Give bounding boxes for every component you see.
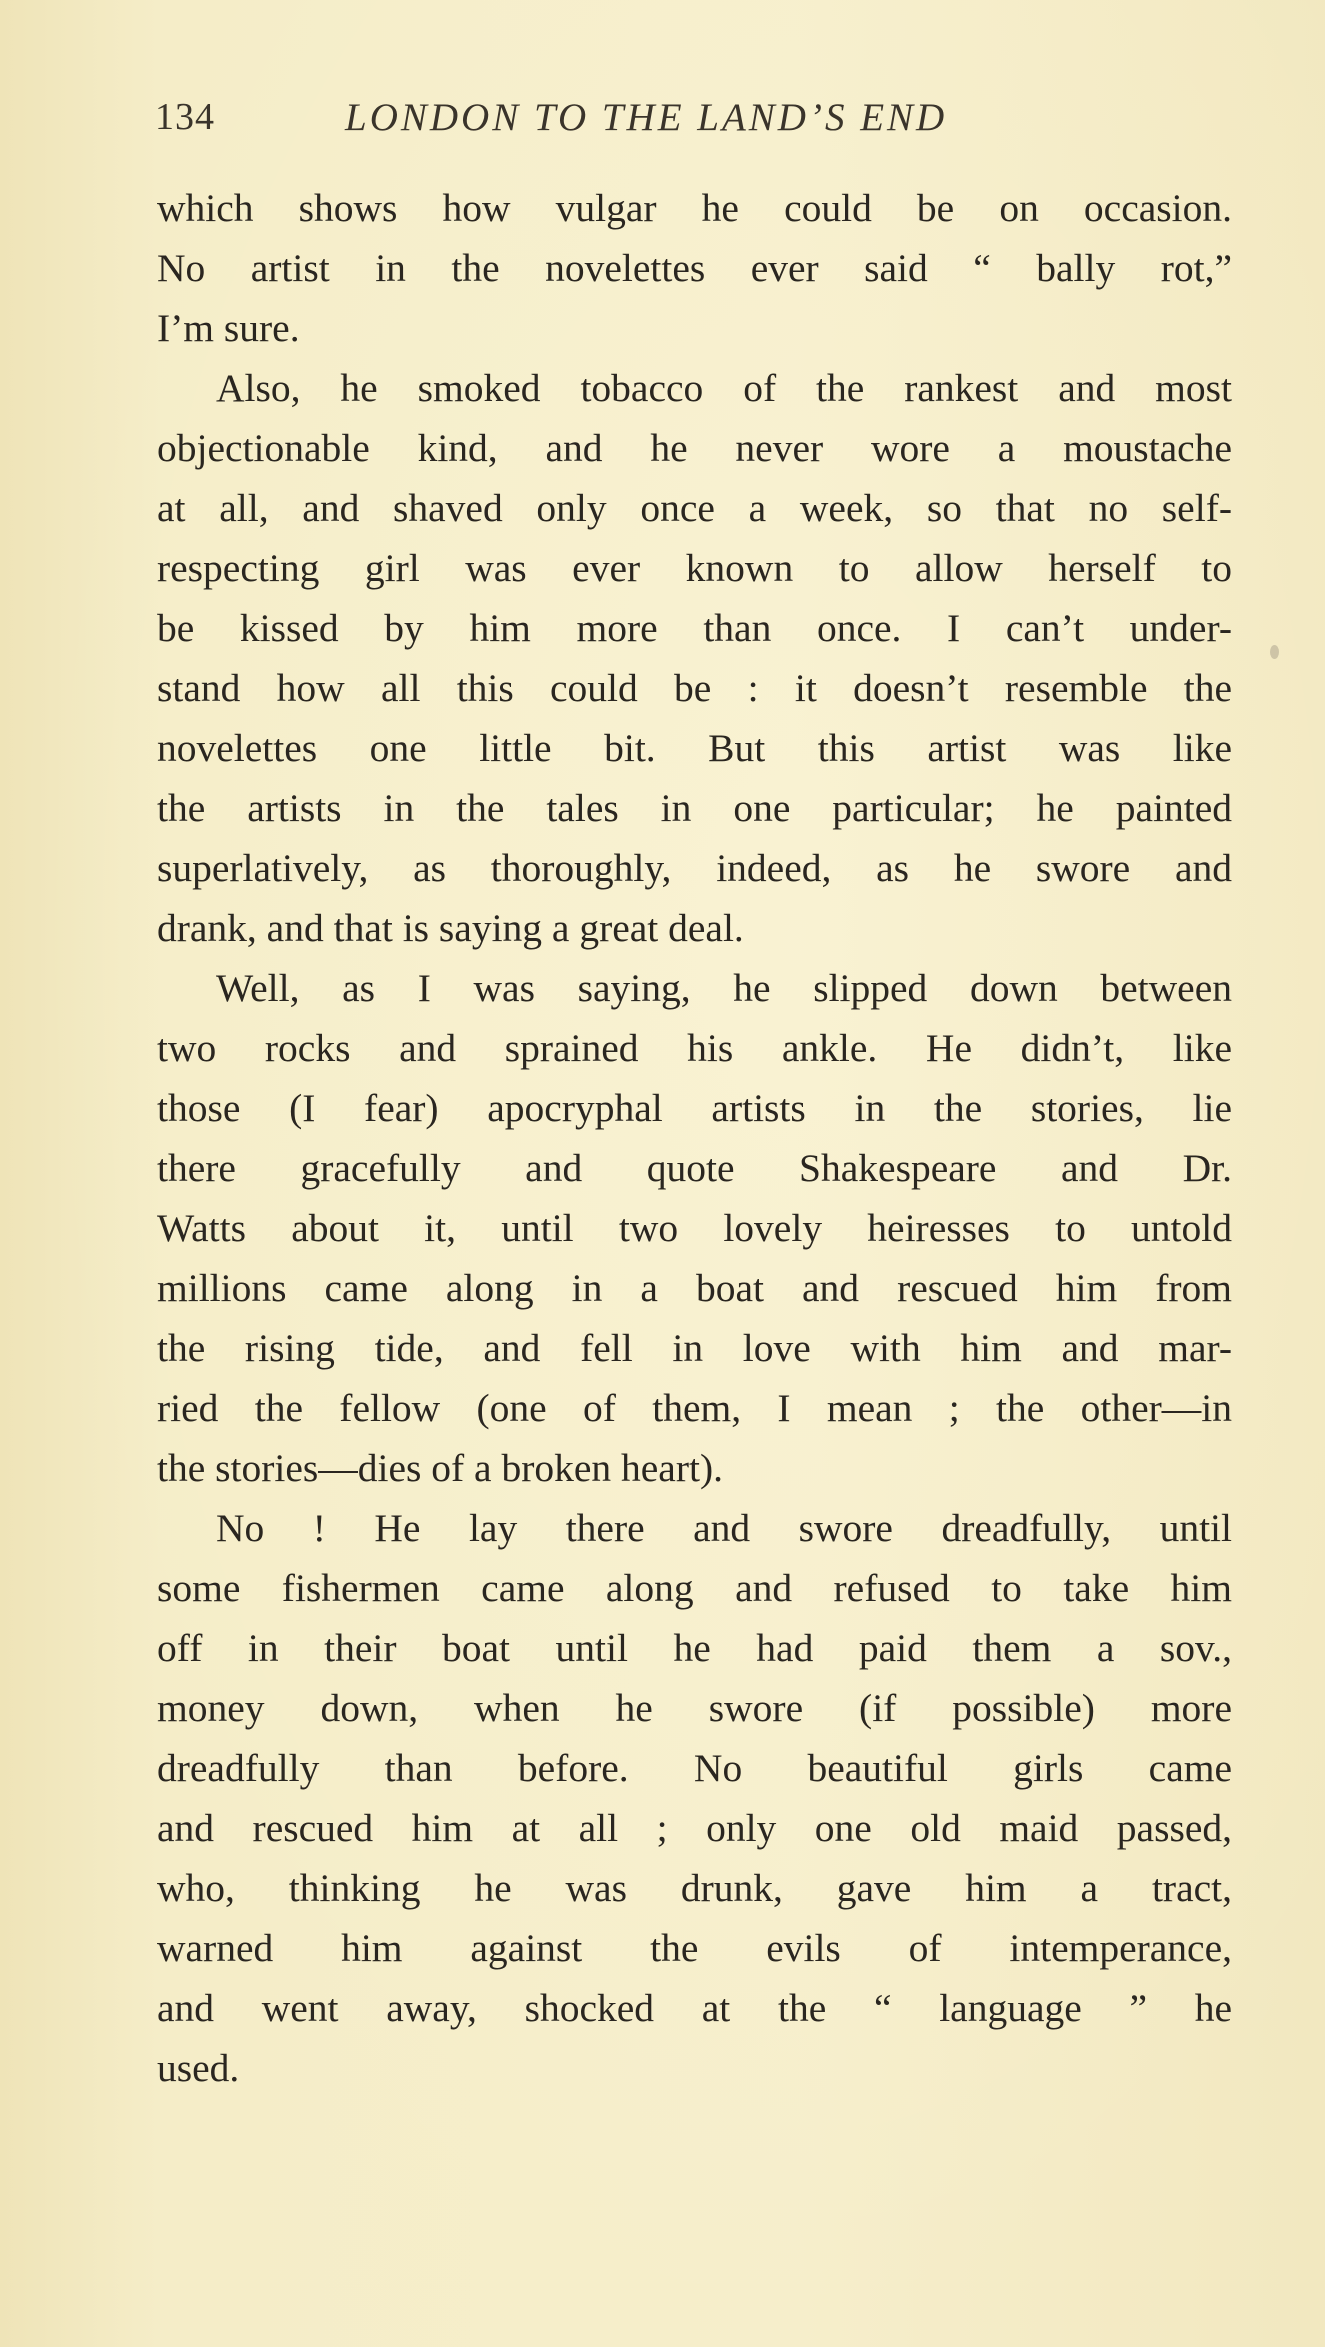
text-line: warned him against the evils of intemperance, bbox=[157, 1926, 1232, 1970]
text-line: stand how all this could be : it doesn’t resemble the bbox=[157, 666, 1232, 710]
running-title: LONDON TO THE LAND’S END bbox=[345, 96, 948, 139]
text-line: there gracefully and quote Shakespeare and Dr. bbox=[157, 1146, 1232, 1190]
text-line: used. bbox=[157, 2046, 240, 2090]
text-line: ried the fellow (one of them, I mean ; the other—in bbox=[157, 1386, 1232, 1430]
text-line: and went away, shocked at the “ language ” he bbox=[157, 1986, 1232, 2030]
text-line: money down, when he swore (if possible) more bbox=[157, 1686, 1232, 1730]
text-line: novelettes one little bit. But this artist was like bbox=[157, 726, 1232, 770]
text-line: No artist in the novelettes ever said “ bally rot,” bbox=[157, 246, 1232, 290]
text-line: some fishermen came along and refused to take him bbox=[157, 1566, 1232, 1610]
text-line: Also, he smoked tobacco of the rankest and most bbox=[216, 366, 1232, 410]
text-line: those (I fear) apocryphal artists in the stories, lie bbox=[157, 1086, 1232, 1130]
text-line: dreadfully than before. No beautiful girls came bbox=[157, 1746, 1232, 1790]
text-line: I’m sure. bbox=[157, 306, 300, 350]
body-text bbox=[157, 178, 1232, 2098]
text-line: who, thinking he was drunk, gave him a tract, bbox=[157, 1866, 1232, 1910]
text-line: No ! He lay there and swore dreadfully, until bbox=[216, 1506, 1232, 1550]
text-line: respecting girl was ever known to allow herself to bbox=[157, 546, 1232, 590]
text-line: which shows how vulgar he could be on occasion. bbox=[157, 186, 1232, 230]
text-line: the stories—dies of a broken heart). bbox=[157, 1446, 723, 1490]
running-head bbox=[155, 95, 1155, 155]
text-line: the artists in the tales in one particular; he painted bbox=[157, 786, 1232, 830]
paper-speck bbox=[1270, 645, 1279, 659]
text-line: off in their boat until he had paid them a sov., bbox=[157, 1626, 1232, 1670]
text-line: Watts about it, until two lovely heiresses to untold bbox=[157, 1206, 1232, 1250]
text-line: two rocks and sprained his ankle. He didn’t, like bbox=[157, 1026, 1232, 1070]
page-number: 134 bbox=[155, 96, 215, 138]
text-line: the rising tide, and fell in love with him and mar- bbox=[157, 1326, 1232, 1370]
text-line: superlatively, as thoroughly, indeed, as he swore and bbox=[157, 846, 1232, 890]
text-line: millions came along in a boat and rescued him from bbox=[157, 1266, 1232, 1310]
text-line: at all, and shaved only once a week, so that no self- bbox=[157, 486, 1232, 530]
text-line: Well, as I was saying, he slipped down between bbox=[216, 966, 1232, 1010]
text-line: be kissed by him more than once. I can’t under- bbox=[157, 606, 1232, 650]
text-line: and rescued him at all ; only one old maid passed, bbox=[157, 1806, 1232, 1850]
text-line: objectionable kind, and he never wore a moustache bbox=[157, 426, 1232, 470]
text-line: drank, and that is saying a great deal. bbox=[157, 906, 744, 950]
